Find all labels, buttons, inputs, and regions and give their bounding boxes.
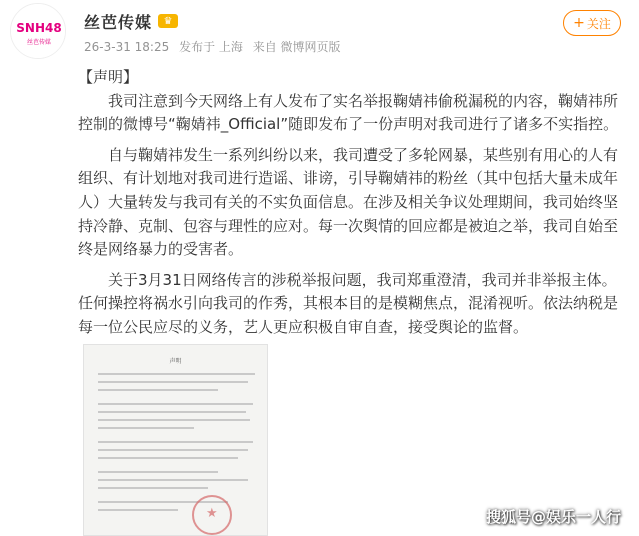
post-paragraph: 关于3月31日网络传言的涉税举报问题，我司郑重澄清，我司并非举报主体。任何操控将祸水引向我司的作秀，其根本目的是模糊焦点，混淆视听。依法纳税是每一位公民应尽的义务，艺人更应积极自审自查，接受舆论的监督。 xyxy=(78,270,619,336)
post-paragraph: 自与鞠婧祎发生一系列纠纷以来，我司遭受了多轮网暴，某些别有用心的人有组织、有计划地对我司进行造谣、诽谤，引导鞠婧祎的粉丝（其中包括大量未成年人）大量转发与我司有关的不实负面信息。在涉及相关争议处理期间，我司始终坚持冷静、克制、包容与理性的应对。每一次舆情的回应都是被迫之举，我司自始至终是网络暴力的受害者。 xyxy=(78,145,619,259)
avatar[interactable] xyxy=(10,3,66,59)
post-header xyxy=(0,0,639,62)
watermark: 搜狐号@娱乐一人行 xyxy=(486,508,622,526)
account-name[interactable]: 丝芭传媒 xyxy=(84,12,153,32)
document-text-line xyxy=(98,449,248,451)
snh48-logo-icon xyxy=(11,4,66,59)
statement-image-title: 声明 xyxy=(169,358,182,365)
document-text-line xyxy=(98,419,250,421)
post-timestamp[interactable]: 26-3-31 18:25 xyxy=(84,40,170,54)
post-meta xyxy=(84,38,341,55)
post-source: 来自 微博网页版 xyxy=(252,40,341,54)
account-name-row xyxy=(84,10,178,32)
document-text-line xyxy=(98,479,248,481)
document-text-line xyxy=(98,411,246,413)
svg-text:丝芭传媒: 丝芭传媒 xyxy=(26,39,52,46)
document-text-line xyxy=(98,441,253,443)
document-text-line xyxy=(98,389,218,391)
document-text-line xyxy=(98,487,208,489)
document-text-line xyxy=(98,457,238,459)
plus-icon: + xyxy=(573,15,585,31)
follow-button-label: 关注 xyxy=(586,16,611,31)
document-text-line xyxy=(98,509,178,511)
red-seal-stamp xyxy=(192,495,232,535)
vip-crown-icon: ♛ xyxy=(158,14,178,28)
document-text-line xyxy=(98,373,255,375)
follow-button[interactable] xyxy=(563,10,621,36)
document-text-line xyxy=(98,403,253,405)
post-paragraph: 我司注意到今天网络上有人发布了实名举报鞠婧祎偷税漏税的内容，鞠婧祎所控制的微博号“鞠婧祎_Official”随即发布了一份声明对我司进行了诸多不实指控。 xyxy=(78,91,619,134)
document-text-line xyxy=(98,471,218,473)
post-label: 【声明】 xyxy=(78,68,139,86)
svg-text:SNH48: SNH48 xyxy=(16,21,62,35)
post-location: 发布于 上海 xyxy=(179,40,243,54)
post-body xyxy=(78,66,626,340)
attached-statement-image[interactable] xyxy=(83,344,268,536)
document-text-line xyxy=(98,381,248,383)
document-text-line xyxy=(98,427,194,429)
